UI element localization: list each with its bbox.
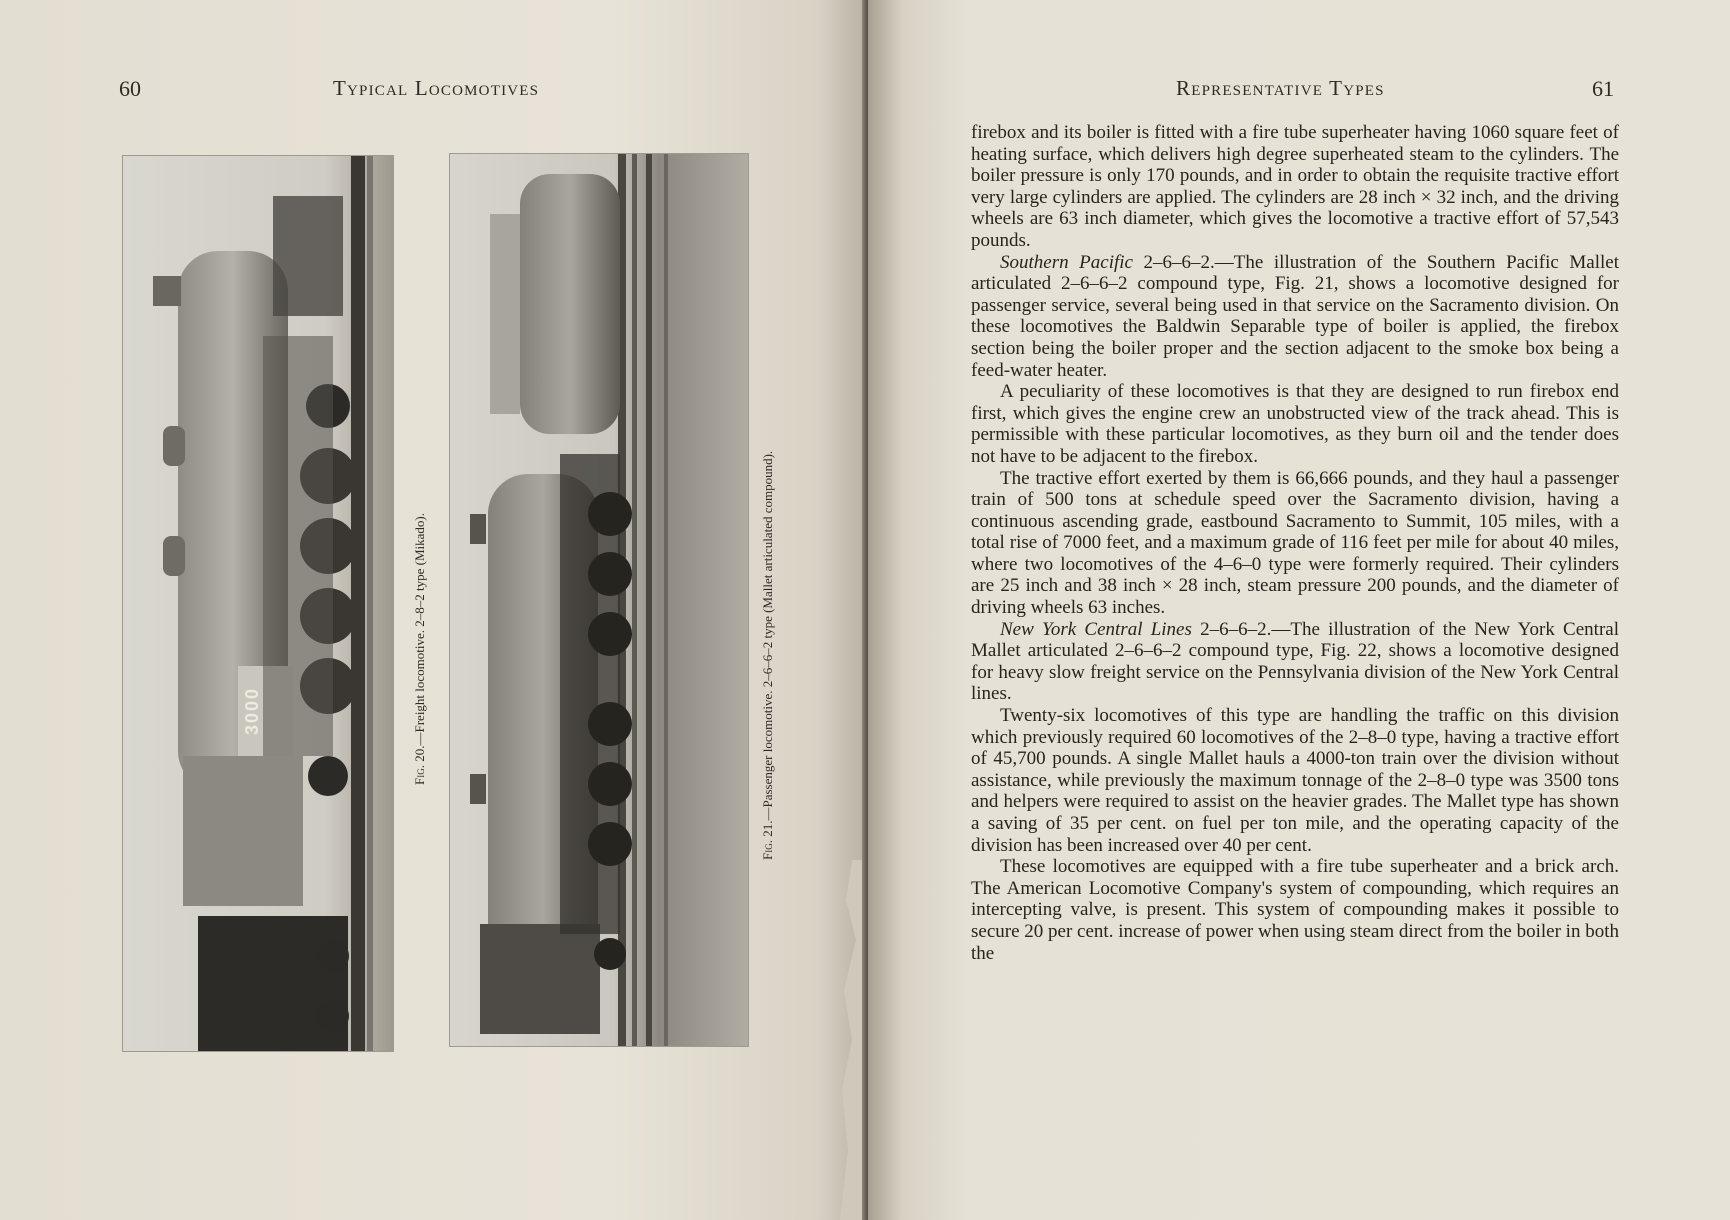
torn-page-edge [822, 860, 867, 1220]
figure-20-photo [122, 155, 394, 1052]
page-number-right: 61 [1592, 76, 1614, 101]
paragraph-3: A peculiarity of these locomotives is that they are designed to run firebox end first, which gives the engine crew an unobstructed view of the track ahead. This is permissible with these particular locomotives, as they burn oil and the tender does not have to be adjacent to the firebox. [971, 381, 1619, 467]
figure-21-photo [449, 153, 749, 1047]
engine-number-3000: 3000 [242, 686, 262, 735]
paragraph-7: These locomotives are equipped with a fire tube superheater and a brick arch. The American Locomotive Company's system of compounding, which requires an intercepting valve, is present. This system of compounding makes it possible to secure 20 per cent. increase of power when using steam direct from the boiler in both the [971, 856, 1619, 964]
paragraph-2: Southern Pacific 2–6–6–2.—The illustration of the Southern Pacific Mallet articulated 2–6–6–2 compound type, Fig. 21, shows a locomotive designed for passenger service, several being used in that service on the Sacramento division. On these locomotives the Baldwin Separable type of boiler is applied, the firebox section being the boiler proper and the section adjacent to the smoke box being a feed-water heater. [971, 251, 1620, 381]
section-heading-southern-pacific: Southern Pacific [1000, 251, 1133, 273]
running-head-left: Typical Locomotives [333, 76, 540, 100]
figure-20-caption [412, 513, 428, 785]
figure-20-caption-text: —Freight locomotive. 2–8–2 type (Mikado). [412, 512, 427, 746]
figure-21-caption-text: —Passenger locomotive. 2–6–6–2 type (Mallet articulated compound). [760, 450, 775, 821]
paragraph-5: New York Central Lines 2–6–6–2.—The illustration of the New York Central Mallet articulated 2–6–6–2 compound type, Fig. 22, shows a locomotive designed for heavy slow freight service on the Pennsylvania division of the New York Central lines. [971, 618, 1619, 705]
page-number-left: 60 [119, 76, 141, 101]
figure-21-caption [760, 451, 776, 860]
running-head-right: Representative Types [1176, 76, 1385, 100]
body-text [971, 122, 1619, 964]
section-heading-new-york-central: New York Central Lines [1000, 618, 1192, 640]
figure-21-label: Fig. 21. [760, 820, 775, 860]
figure-20-label: Fig. 20. [412, 745, 427, 785]
paragraph-1: firebox and its boiler is fitted with a fire tube superheater having 1060 square feet of heating surface, which delivers high degree superheated steam to the cylinders. The boiler pressure is only 170 pounds, and in order to obtain the requisite tractive effort very large cylinders are applied. The cylinders are 28 inch × 32 inch, and the driving wheels are 63 inch diameter, which gives the locomotive a tractive effort of 57,543 pounds. [971, 122, 1619, 251]
paragraph-4: The tractive effort exerted by them is 66,666 pounds, and they haul a passenger train of 500 tons at schedule speed over the Sacramento division, having a continuous ascending grade, eastbound Sacramento to Summit, 105 miles, with a total rise of 7000 feet, and a maximum grade of 116 feet per mile for about 40 miles, where two locomotives of the 4–6–0 type were formerly required. Their cylinders are 25 inch and 38 inch × 28 inch, steam pressure 200 pounds, and the diameter of driving wheels 63 inches. [971, 467, 1619, 619]
paragraph-6: Twenty-six locomotives of this type are handling the traffic on this division which previously required 60 locomotives of the 2–8–0 type, having a tractive effort of 45,700 pounds. A single Mallet hauls a 4000-ton train over the division without assistance, while previously the maximum tonnage of the 2–8–0 type was 3500 tons and helpers were required to assist on the heavier grades. The Mallet type has shown a saving of 35 per cent. on fuel per ton mile, and the operating capacity of the division has been increased over 40 per cent. [971, 705, 1619, 856]
